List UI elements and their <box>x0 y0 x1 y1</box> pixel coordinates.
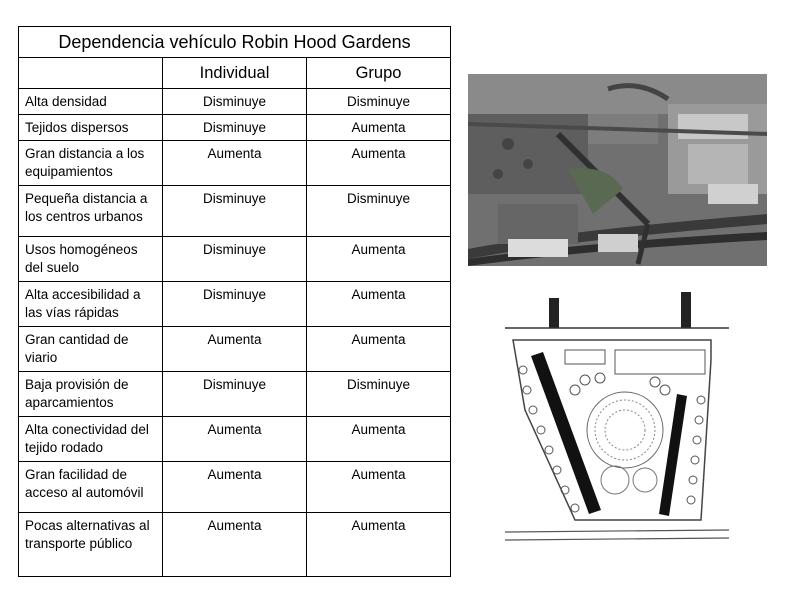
header-empty <box>19 58 163 89</box>
row-label: Usos homogéneos del suelo <box>19 237 163 282</box>
table-row <box>19 327 451 372</box>
row-grupo: Aumenta <box>307 282 451 327</box>
dependency-table <box>18 26 451 577</box>
row-individual: Disminuye <box>163 186 307 237</box>
row-grupo: Aumenta <box>307 513 451 577</box>
row-individual: Aumenta <box>163 417 307 462</box>
row-label: Alta densidad <box>19 89 163 115</box>
table-row <box>19 89 451 115</box>
row-grupo: Disminuye <box>307 89 451 115</box>
table-row <box>19 282 451 327</box>
row-grupo: Aumenta <box>307 115 451 141</box>
header-individual: Individual <box>163 58 307 89</box>
row-grupo: Disminuye <box>307 372 451 417</box>
row-individual: Aumenta <box>163 462 307 513</box>
row-individual: Disminuye <box>163 115 307 141</box>
table-row <box>19 513 451 577</box>
row-label: Gran facilidad de acceso al automóvil <box>19 462 163 513</box>
row-grupo: Aumenta <box>307 141 451 186</box>
row-grupo: Aumenta <box>307 237 451 282</box>
row-label: Alta accesibilidad a las vías rápidas <box>19 282 163 327</box>
table-row <box>19 372 451 417</box>
row-individual: Disminuye <box>163 89 307 115</box>
table-row <box>19 237 451 282</box>
row-label: Baja provisión de aparcamientos <box>19 372 163 417</box>
row-individual: Disminuye <box>163 237 307 282</box>
row-label: Pocas alternativas al transporte público <box>19 513 163 577</box>
row-label: Gran cantidad de viario <box>19 327 163 372</box>
row-grupo: Disminuye <box>307 186 451 237</box>
row-grupo: Aumenta <box>307 462 451 513</box>
table-row <box>19 417 451 462</box>
header-grupo: Grupo <box>307 58 451 89</box>
table-row <box>19 141 451 186</box>
site-plan <box>505 290 729 550</box>
row-label: Gran distancia a los equipamientos <box>19 141 163 186</box>
row-individual: Aumenta <box>163 141 307 186</box>
row-label: Pequeña distancia a los centros urbanos <box>19 186 163 237</box>
row-individual: Disminuye <box>163 282 307 327</box>
table-title: Dependencia vehículo Robin Hood Gardens <box>19 27 451 58</box>
row-individual: Disminuye <box>163 372 307 417</box>
row-individual: Aumenta <box>163 327 307 372</box>
site-plan-graphic <box>505 290 729 550</box>
table-row <box>19 186 451 237</box>
table-row <box>19 115 451 141</box>
row-individual: Aumenta <box>163 513 307 577</box>
row-grupo: Aumenta <box>307 417 451 462</box>
aerial-photo-graphic <box>468 74 767 266</box>
row-label: Alta conectividad del tejido rodado <box>19 417 163 462</box>
table-row <box>19 462 451 513</box>
row-label: Tejidos dispersos <box>19 115 163 141</box>
aerial-photo <box>468 74 767 266</box>
row-grupo: Aumenta <box>307 327 451 372</box>
